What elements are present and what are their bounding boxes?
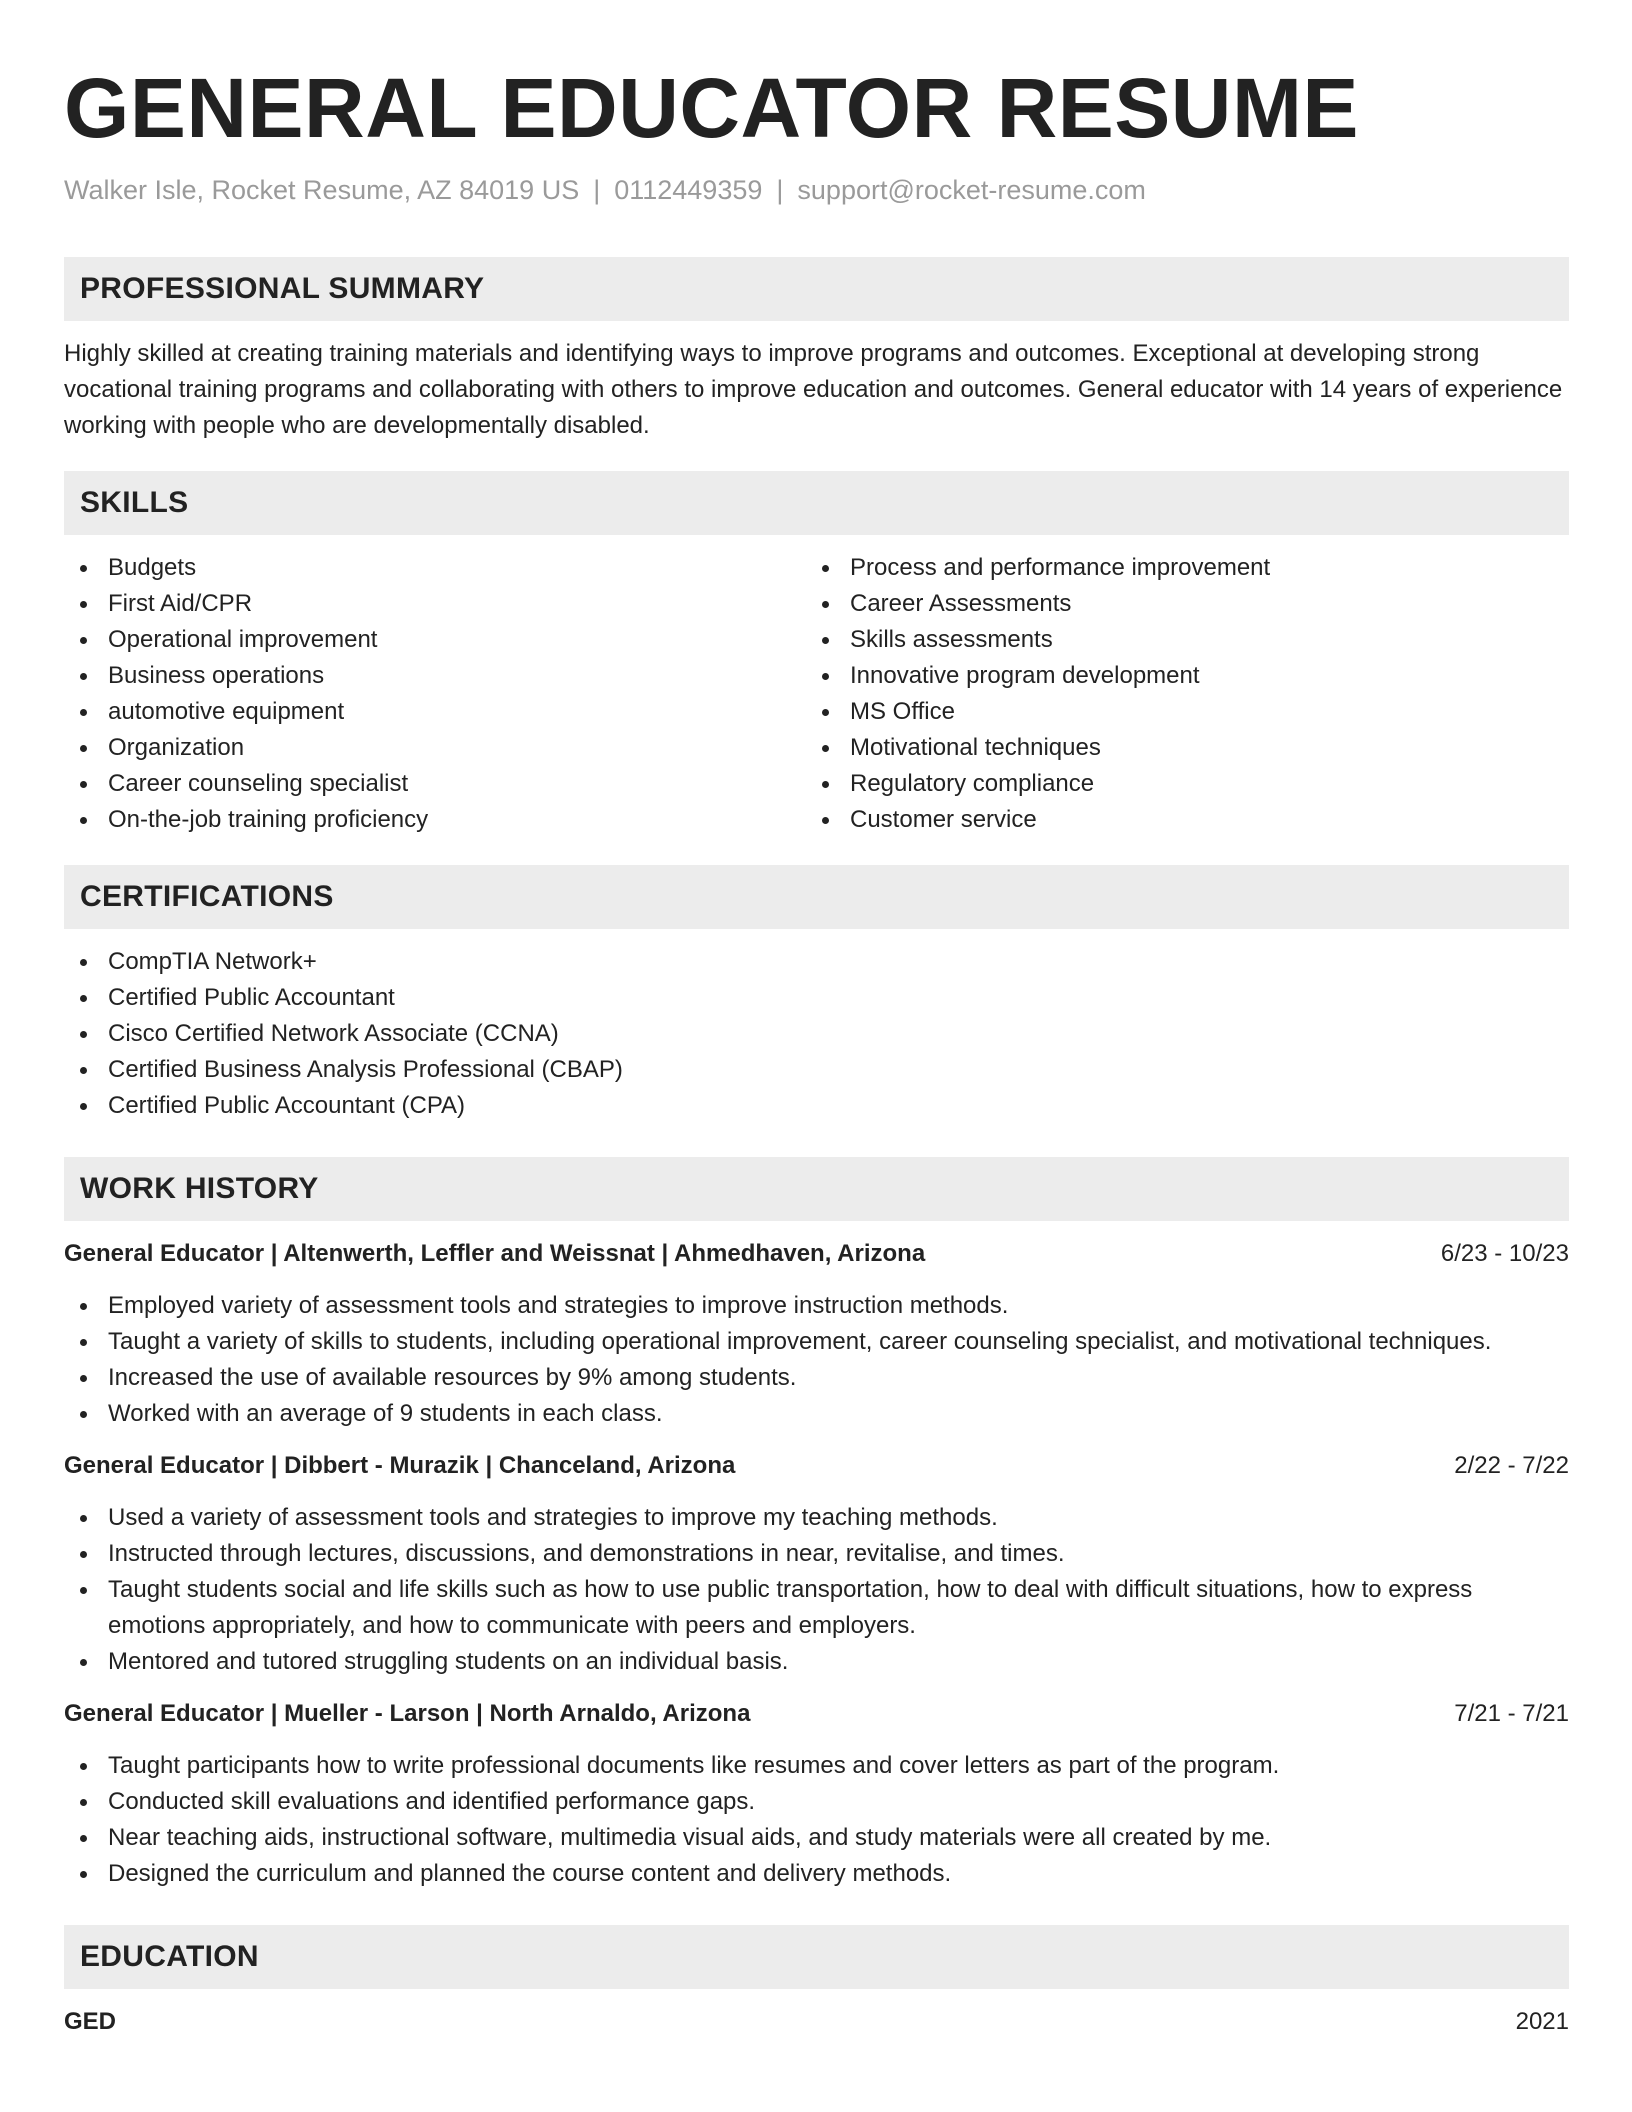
education-degree: GED	[64, 2008, 117, 2035]
job-bullet: Used a variety of assessment tools and strategies to improve my teaching methods.	[64, 1500, 1569, 1536]
job-header	[64, 1448, 1569, 1484]
skill-item: Customer service	[806, 802, 1548, 838]
education-year: 2021	[1515, 2008, 1569, 2035]
certifications-list	[64, 944, 1569, 1124]
certification-item: Certified Public Accountant	[64, 980, 1569, 1016]
skill-item: automotive equipment	[64, 694, 806, 730]
job-bullet: Increased the use of available resources by 9% among students.	[64, 1360, 1569, 1396]
summary-text: Highly skilled at creating training materials and identifying ways to improve programs and outcomes. Exceptional at developing strong vocational training programs and collaborating with others to improve education and outcomes. General educator with 14 years of experience working with people who are developmentally disabled.	[64, 340, 1563, 439]
job-bullet: Mentored and tutored struggling students on an individual basis.	[64, 1644, 1569, 1680]
resume-title: GENERAL EDUCATOR RESUME	[64, 61, 1359, 155]
job-bullet: Employed variety of assessment tools and strategies to improve instruction methods.	[64, 1288, 1569, 1324]
section-header-education: EDUCATION	[64, 1925, 1569, 1989]
job-title: General Educator | Mueller - Larson | North Arnaldo, Arizona	[64, 1700, 751, 1727]
skills-grid	[64, 550, 1569, 838]
skills-list-right	[806, 550, 1548, 838]
job-bullet: Taught participants how to write professional documents like resumes and cover letters as part of the program.	[64, 1748, 1569, 1784]
skill-item: Skills assessments	[806, 622, 1548, 658]
section-header-summary: PROFESSIONAL SUMMARY	[64, 257, 1569, 321]
job-bullet: Taught students social and life skills such as how to use public transportation, how to deal with difficult situations, how to express emotions appropriately, and how to communicate with peers and employers.	[64, 1572, 1569, 1644]
skill-item: Operational improvement	[64, 622, 806, 658]
job-dates: 2/22 - 7/22	[1454, 1452, 1569, 1479]
contact-separator: |	[776, 175, 784, 205]
job-bullets	[64, 1500, 1569, 1680]
contact-line	[64, 172, 1569, 208]
section-header-certifications: CERTIFICATIONS	[64, 865, 1569, 929]
contact-phone: 0112449359	[614, 175, 763, 205]
job-bullet: Designed the curriculum and planned the course content and delivery methods.	[64, 1856, 1569, 1892]
skills-list-left	[64, 550, 806, 838]
job-title: General Educator | Altenwerth, Leffler and Weissnat | Ahmedhaven, Arizona	[64, 1240, 926, 1267]
skill-item: Motivational techniques	[806, 730, 1548, 766]
job-bullet: Taught a variety of skills to students, including operational improvement, career counseling specialist, and motivational techniques.	[64, 1324, 1569, 1360]
contact-email: support@rocket-resume.com	[797, 175, 1146, 205]
job-bullet: Near teaching aids, instructional software, multimedia visual aids, and study materials were all created by me.	[64, 1820, 1569, 1856]
skill-item: Process and performance improvement	[806, 550, 1548, 586]
job-entry	[64, 1448, 1569, 1680]
section-header-skills: SKILLS	[64, 471, 1569, 535]
certification-item: Certified Business Analysis Professional (CBAP)	[64, 1052, 1569, 1088]
education-entry	[64, 2004, 1569, 2040]
job-header	[64, 1696, 1569, 1732]
job-bullets	[64, 1748, 1569, 1892]
contact-separator: |	[593, 175, 601, 205]
job-bullets	[64, 1288, 1569, 1432]
job-dates: 7/21 - 7/21	[1454, 1700, 1569, 1727]
skill-item: Budgets	[64, 550, 806, 586]
skill-item: First Aid/CPR	[64, 586, 806, 622]
certification-item: CompTIA Network+	[64, 944, 1569, 980]
skill-item: Career Assessments	[806, 586, 1548, 622]
job-entry	[64, 1696, 1569, 1892]
job-bullet: Worked with an average of 9 students in each class.	[64, 1396, 1569, 1432]
section-header-work-history: WORK HISTORY	[64, 1157, 1569, 1221]
certification-item: Certified Public Accountant (CPA)	[64, 1088, 1569, 1124]
skill-item: On-the-job training proficiency	[64, 802, 806, 838]
contact-address: Walker Isle, Rocket Resume, AZ 84019 US	[64, 175, 580, 205]
skill-item: Organization	[64, 730, 806, 766]
job-title: General Educator | Dibbert - Murazik | Chanceland, Arizona	[64, 1452, 736, 1479]
certification-item: Cisco Certified Network Associate (CCNA)	[64, 1016, 1569, 1052]
skill-item: Innovative program development	[806, 658, 1548, 694]
skill-item: Career counseling specialist	[64, 766, 806, 802]
job-bullet: Conducted skill evaluations and identified performance gaps.	[64, 1784, 1569, 1820]
job-bullet: Instructed through lectures, discussions, and demonstrations in near, revitalise, and times.	[64, 1536, 1569, 1572]
job-header	[64, 1236, 1569, 1272]
job-dates: 6/23 - 10/23	[1440, 1240, 1569, 1267]
skill-item: Regulatory compliance	[806, 766, 1548, 802]
skill-item: Business operations	[64, 658, 806, 694]
job-entry	[64, 1236, 1569, 1432]
skill-item: MS Office	[806, 694, 1548, 730]
